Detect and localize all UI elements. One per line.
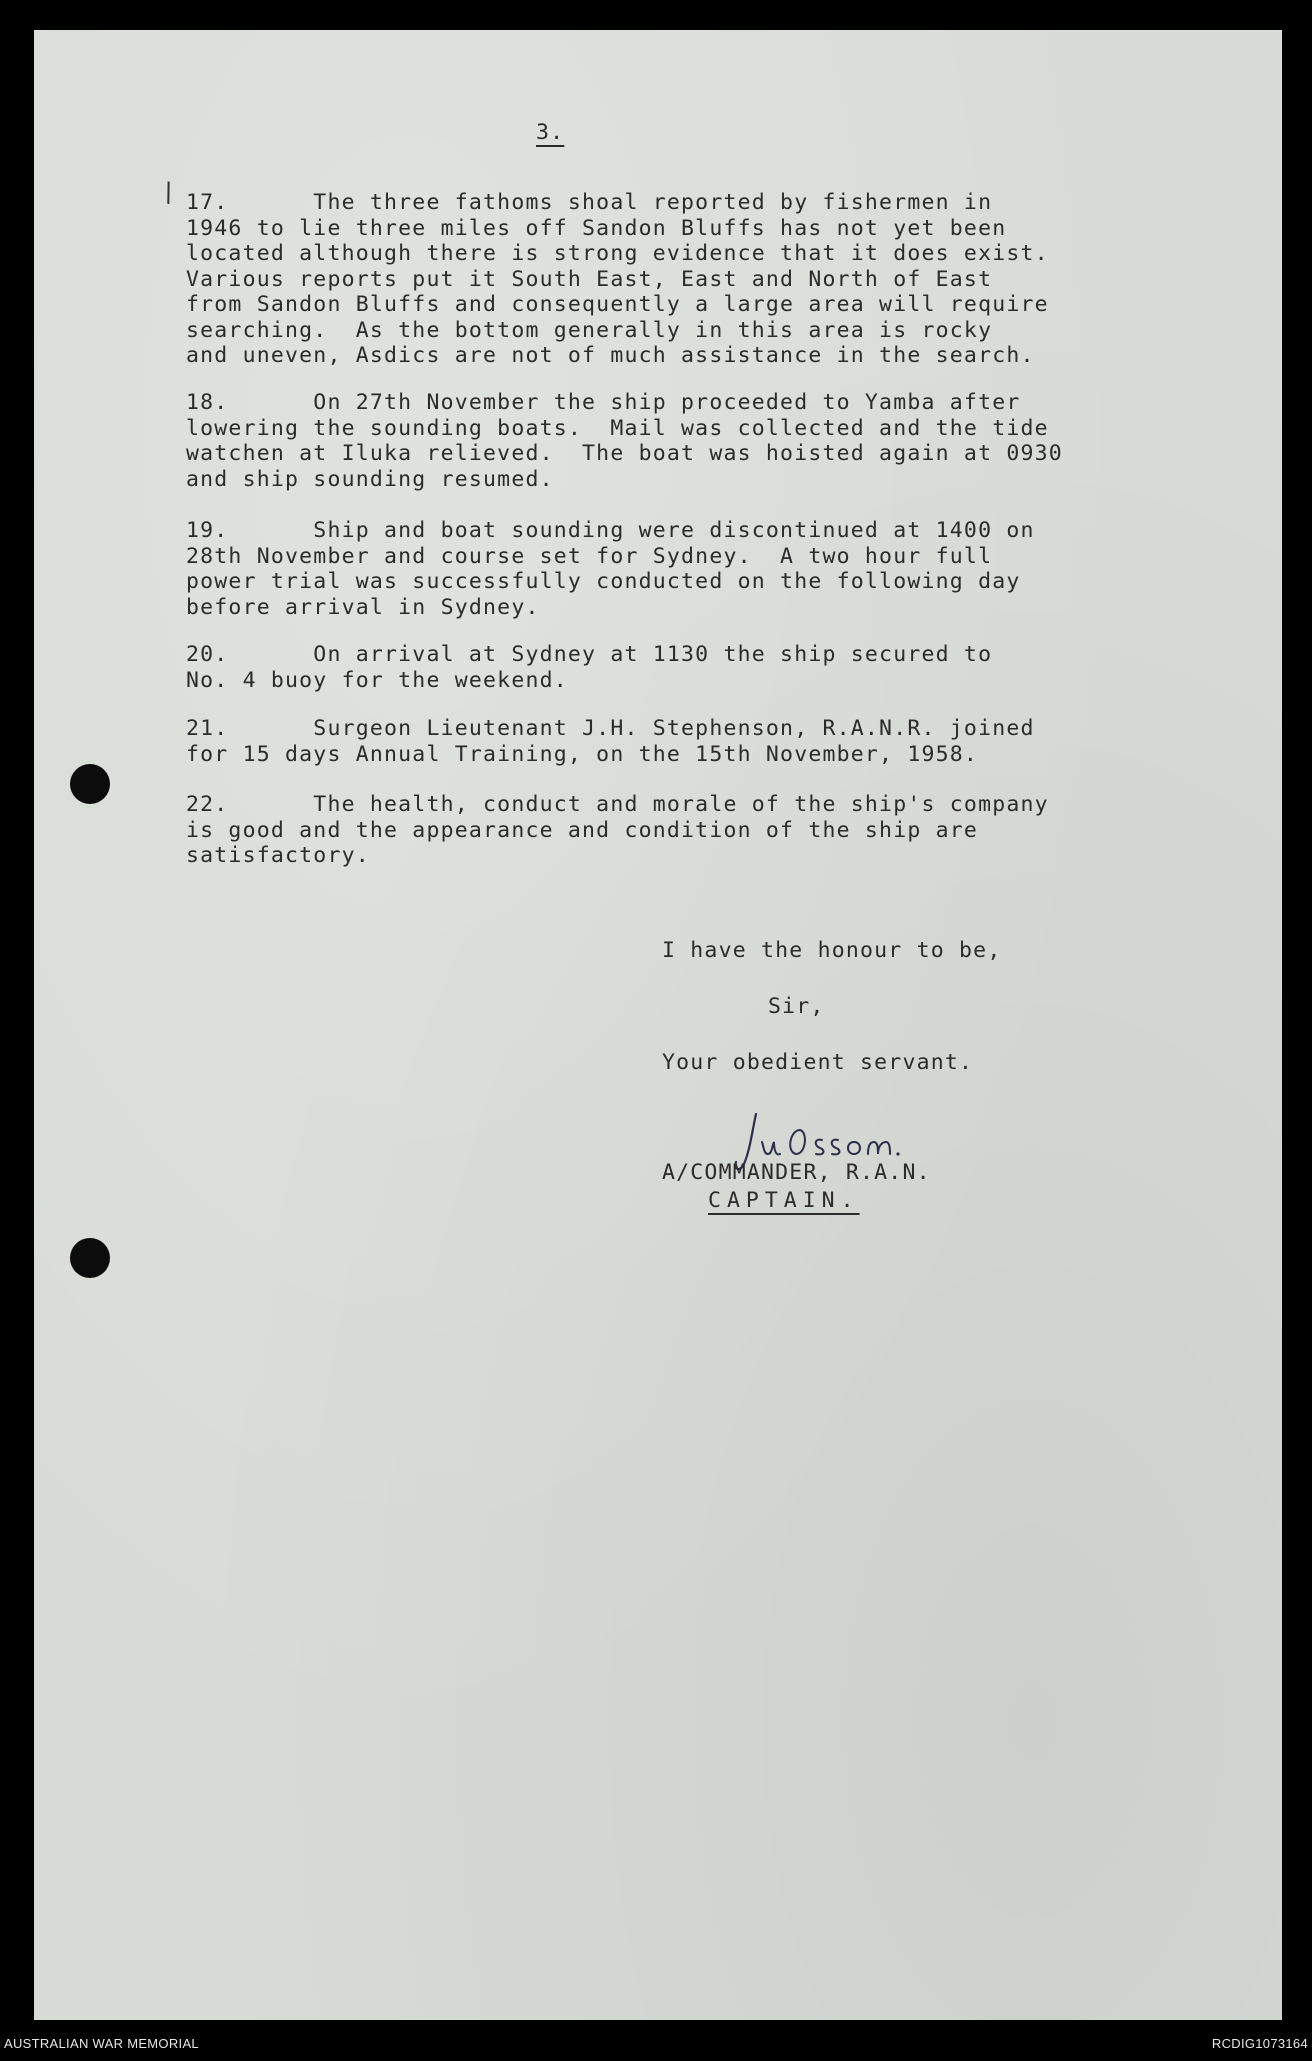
archive-footer [0, 2030, 1312, 2061]
closing-salutation: Sir, [768, 994, 825, 1019]
punch-hole [70, 764, 110, 804]
paragraph-line: 20. On arrival at Sydney at 1130 the ship secured to [186, 642, 993, 667]
paragraph-19 [186, 518, 1196, 620]
closing-honour: I have the honour to be, [662, 938, 1002, 963]
paragraph-line: is good and the appearance and condition of the ship are [186, 817, 979, 843]
paragraph-line: 18. On 27th November the ship proceeded to Yamba after [186, 390, 1021, 415]
paragraph-line: 28th November and course set for Sydney. A two hour full [186, 543, 993, 569]
paragraph-line: and uneven, Asdics are not of much assistance in the search. [186, 343, 1035, 368]
paragraph-line: from Sandon Bluffs and consequently a large area will require [186, 292, 1049, 317]
document-page [34, 30, 1282, 2020]
paragraph-22 [186, 792, 1196, 869]
paragraph-line: power trial was successfully conducted on the following day [186, 569, 1021, 594]
paragraph-line: 17. The three fathoms shoal reported by fishermen in [186, 190, 993, 215]
paragraph-20 [186, 642, 1196, 693]
page-number: 3. [536, 120, 565, 145]
paragraph-line: 21. Surgeon Lieutenant J.H. Stephenson, R.A.N.R. joined [186, 716, 1035, 741]
paragraph-line: before arrival in Sydney. [186, 594, 540, 620]
paragraph-line: watchen at Iluka relieved. The boat was hoisted again at 0930 [186, 441, 1063, 466]
archive-name: AUSTRALIAN WAR MEMORIAL [4, 2036, 199, 2051]
paragraph-18 [186, 390, 1196, 492]
signatory-rank: A/COMMANDER, R.A.N. [662, 1160, 931, 1185]
paragraph-line: 19. Ship and boat sounding were discontinued at 1400 on [186, 518, 1035, 543]
closing-servant: Your obedient servant. [662, 1050, 974, 1075]
paragraph-line: 22. The health, conduct and morale of the ship's company [186, 792, 1049, 817]
punch-hole [70, 1238, 110, 1278]
paragraph-line: located although there is strong evidence that it does exist. [186, 241, 1049, 266]
paragraph-line: No. 4 buoy for the weekend. [186, 667, 568, 693]
paragraph-line: Various reports put it South East, East and North of East [186, 266, 993, 292]
signatory-role: CAPTAIN. [708, 1188, 860, 1213]
corner-pencil-mark: \ [159, 177, 178, 209]
paragraph-line: satisfactory. [186, 843, 370, 868]
paragraph-line: lowering the sounding boats. Mail was collected and the tide [186, 415, 1049, 441]
paragraph-line: for 15 days Annual Training, on the 15th November, 1958. [186, 741, 979, 767]
paragraph-line: searching. As the bottom generally in this area is rocky [186, 317, 993, 343]
paragraph-line: and ship sounding resumed. [186, 466, 554, 492]
paragraph-21 [186, 716, 1196, 767]
paragraph-17 [186, 190, 1196, 369]
record-id: RCDIG1073164 [1211, 2036, 1308, 2051]
paragraph-line: 1946 to lie three miles off Sandon Bluffs has not yet been [186, 215, 1007, 241]
